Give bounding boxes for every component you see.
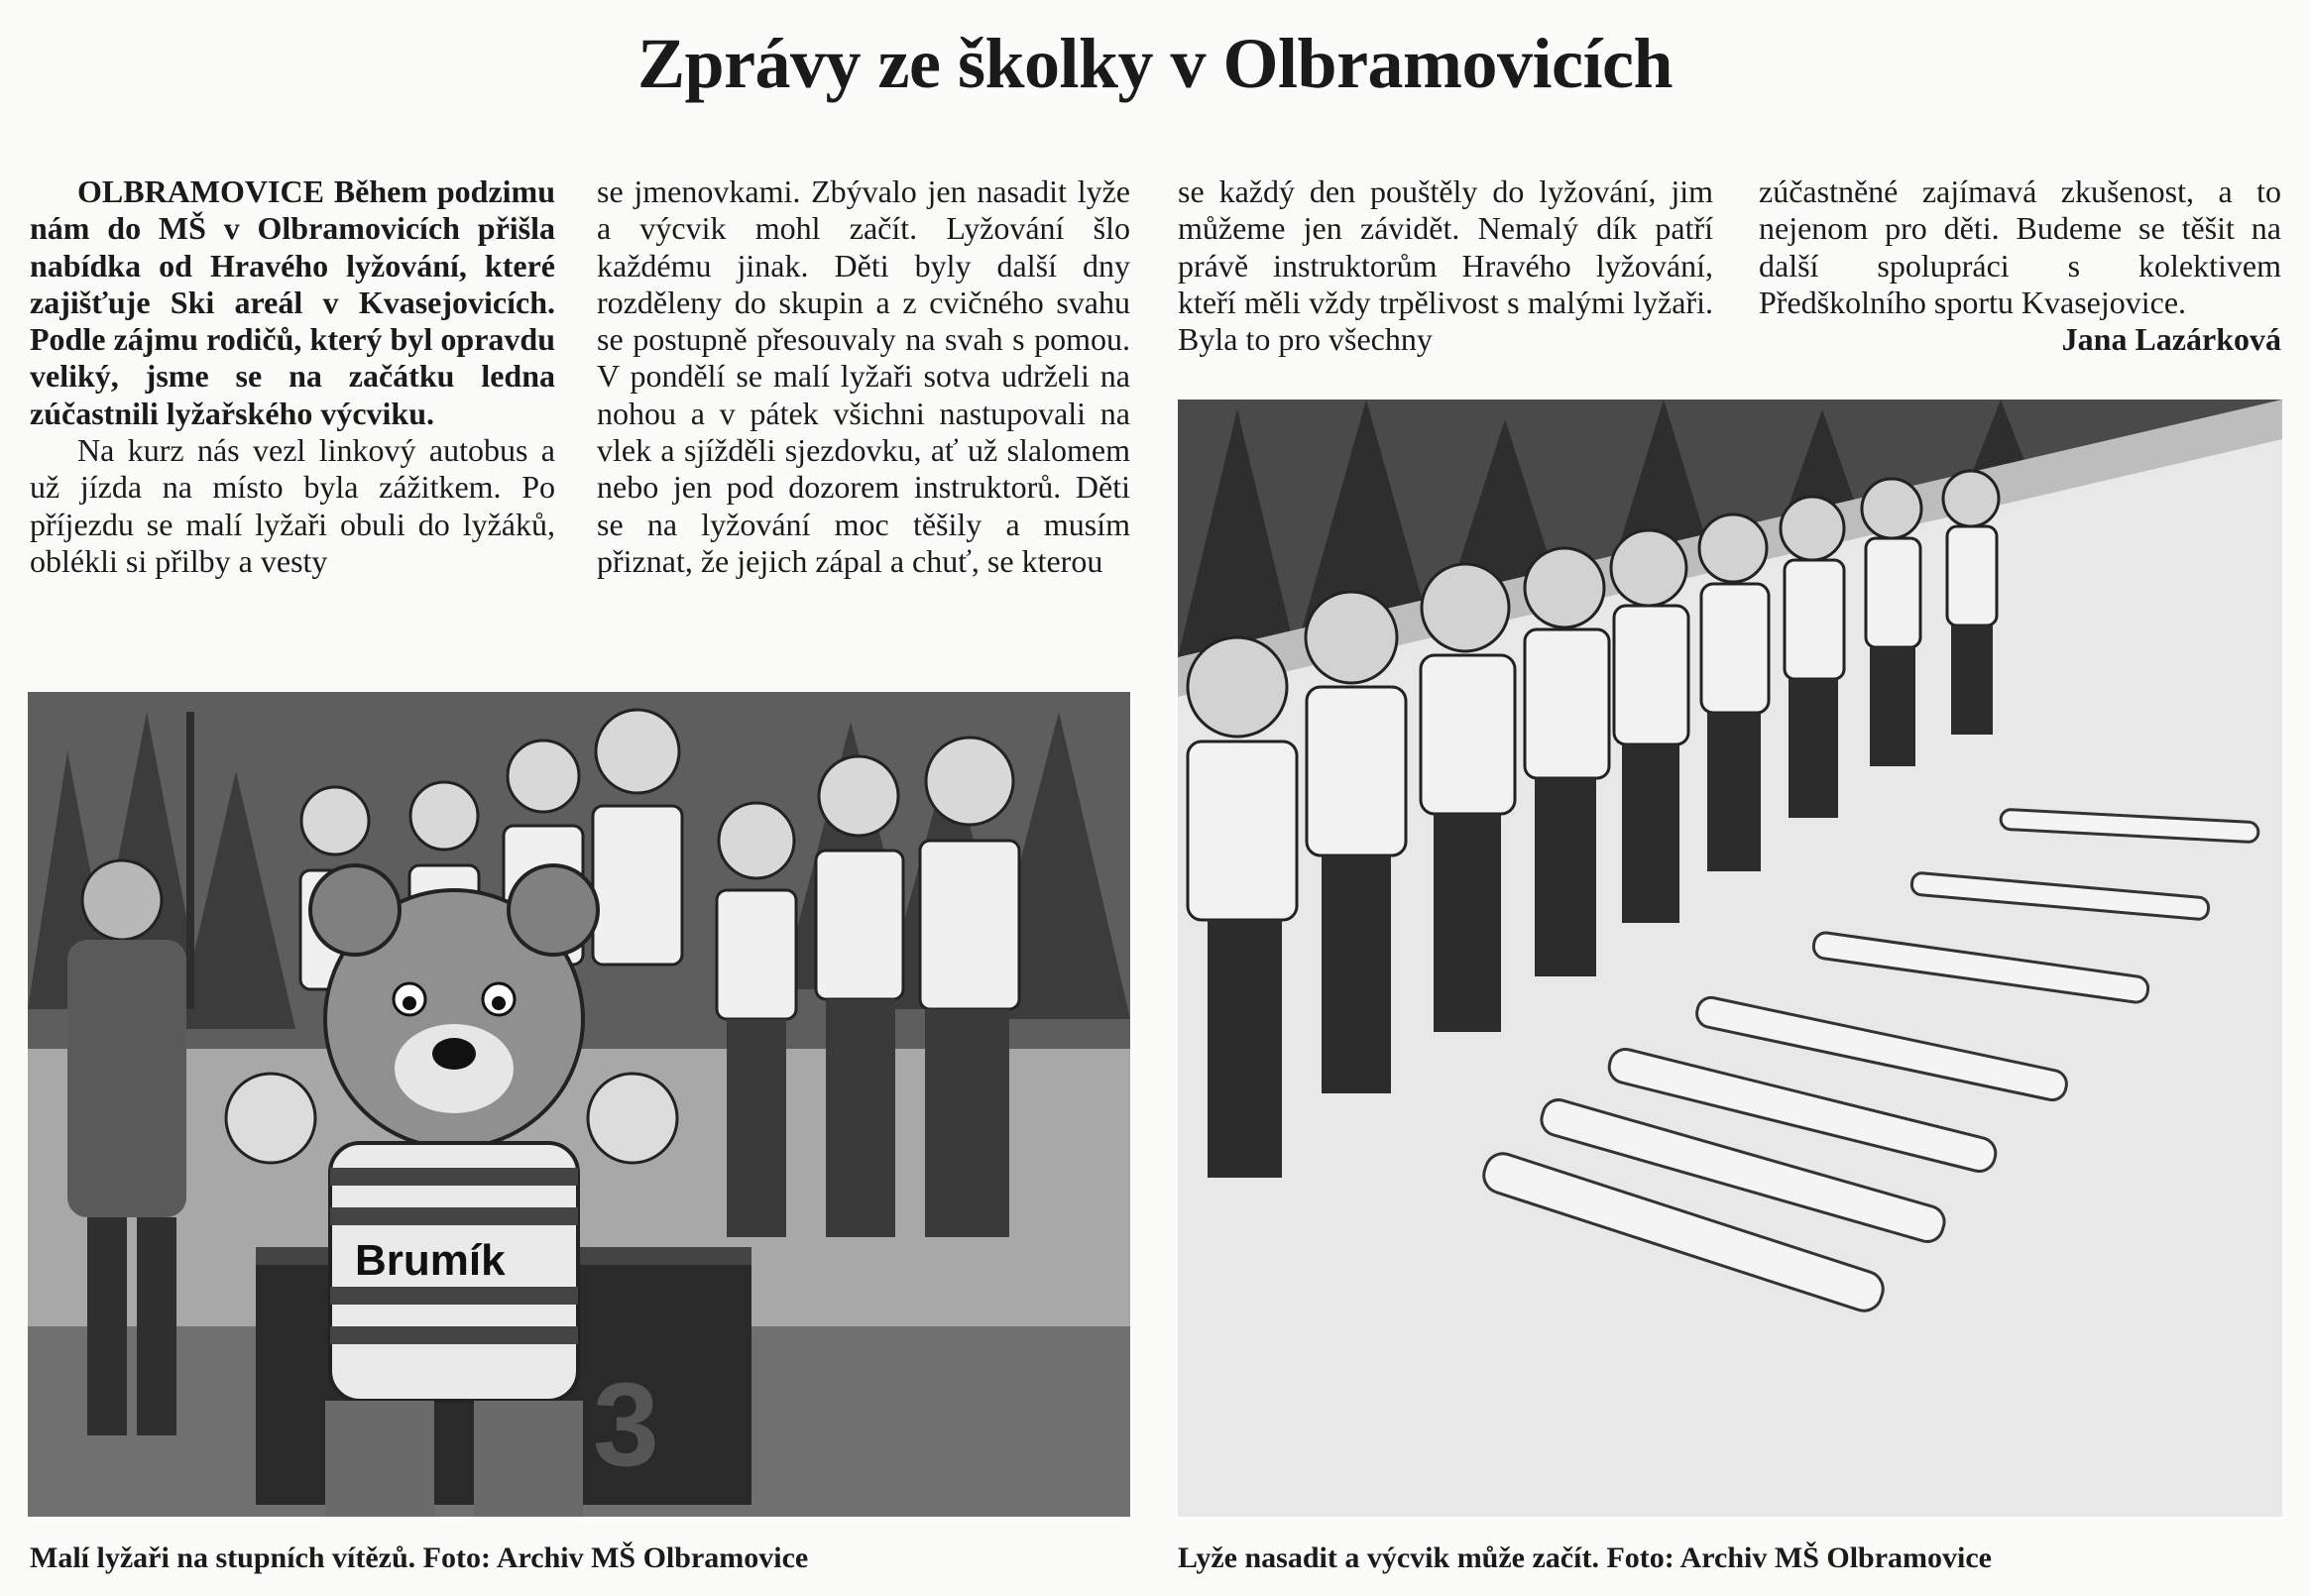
podium-number: 3 [593, 1358, 659, 1491]
article-lede: OLBRAMOVICE Během podzimu nám do MŠ v Olbramovicích přišla nabídka od Hravého lyžování, které zajišťuje Ski areál v Kvasejovicích. Podle zájmu rodičů, který byl opravdu veliký, jsme se na začátku ledna zúčastnili lyžařského výcviku. [30, 173, 555, 431]
article-paragraph: zúčastněné zajímavá zkušenost, a to nejenom pro děti. Budeme se těšit na další spolupráci s kolektivem Předškolního sportu Kvasejovice. [1759, 173, 2281, 320]
article-author: Jana Lazárková [2061, 321, 2281, 358]
photo-ski-line-image [1178, 399, 2282, 1517]
article-column-4 [1759, 173, 2281, 358]
photo-podium-caption: Malí lyžaři na stupních vítězů. Foto: Archiv MŠ Olbramovice [30, 1541, 809, 1574]
photo-ski-line-caption: Lyže nasadit a výcvik může začít. Foto: Archiv MŠ Olbramovice [1178, 1541, 1993, 1574]
photo-podium [28, 692, 1130, 1517]
article-headline: Zprávy ze školky v Olbramovicích [637, 24, 1673, 103]
article-paragraph: se každý den pouštěly do lyžování, jim můžeme jen závidět. Nemalý dík patří právě instruktorům Hravého lyžování, kteří měli vždy trpělivost s malými lyžaři. Byla to pro všechny [1178, 173, 1713, 358]
article-column-1 [30, 173, 555, 580]
photo-ski-line [1178, 399, 2282, 1517]
article-column-3 [1178, 173, 1713, 358]
photo-podium-image [28, 692, 1130, 1517]
article-paragraph: Na kurz nás vezl linkový autobus a už jízda na místo byla zážitkem. Po příjezdu se malí lyžaři obuli do lyžáků, oblékli si přilby a vesty [30, 432, 555, 579]
article-column-2 [597, 173, 1130, 580]
mascot-shirt-text: Brumík [355, 1236, 506, 1285]
article-paragraph: se jmenovkami. Zbývalo jen nasadit lyže a výcvik mohl začít. Lyžování šlo každému jinak. Děti byly další dny rozděleny do skupin a z cvičného svahu se postupně přesouvaly na svah s pomou. V pondělí se malí lyžaři sotva udrželi na nohou a v pátek všichni nastupovali na vlek a sjížděli sjezdovku, ať už slalomem nebo jen pod dozorem instruktorů. Děti se na lyžování moc těšily a musím přiznat, že jejich zápal a chuť, se kterou [597, 173, 1130, 579]
